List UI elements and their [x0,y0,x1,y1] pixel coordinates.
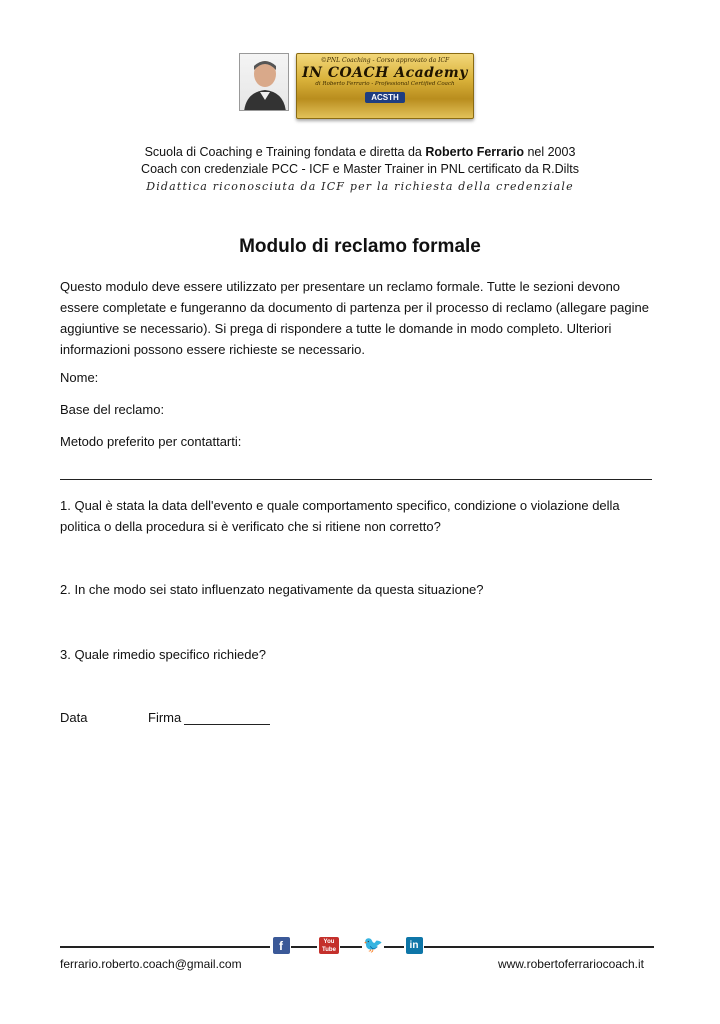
school-line-1 [0,145,720,159]
question-3: 3. Quale rimedio specifico richiede? [60,647,266,662]
form-title: Modulo di reclamo formale [239,236,481,257]
badge-title: IN COACH Academy [302,65,468,81]
footer-email[interactable]: ferrario.roberto.coach@gmail.com [60,957,242,971]
facebook-icon: f [273,937,290,954]
footer-rule-seg-3 [384,946,404,948]
school-line-1-post: nel 2003 [523,145,576,159]
form-intro: Questo modulo deve essere utilizzato per presentare un reclamo formale. Tutte le sezioni devono essere completate e fungeranno da documento di partenza per il processo di reclamo (allegare pagine aggiuntive se necessario). Si prega di rispondere a tutte le domande in modo completo. Ulteriori informazioni possono essere richieste se necessario. [60,279,649,357]
badge-subtitle: di Roberto Ferrario - Professional Certified Coach [315,81,455,87]
footer-rule-seg-1 [291,946,317,948]
signature-label: Firma [148,710,182,725]
facebook-link[interactable] [271,937,291,954]
date-label: Data [60,710,88,725]
linkedin-icon: in [406,937,423,954]
section-divider [60,479,652,480]
twitter-link[interactable] [362,937,384,954]
footer-rule-right [424,946,654,948]
acsth-badge: ACSTH [365,92,405,103]
basis-field-label: Base del reclamo: [60,402,165,417]
in-coach-academy-badge [296,53,474,119]
footer-rule-seg-2 [340,946,362,948]
coach-photo [239,53,289,111]
twitter-icon: 🐦 [363,937,383,954]
school-line-1-pre: Scuola di Coaching e Training fondata e diretta da [144,145,426,159]
linkedin-link[interactable] [404,937,424,954]
footer-rule-left [60,946,270,948]
school-line-3: Didattica riconosciuta da ICF per la richiesta della credenziale [146,180,574,193]
founder-name: Roberto Ferrario [425,145,524,159]
academy-logo [239,51,477,125]
school-line-2: Coach con credenziale PCC - ICF e Master Trainer in PNL certificato da R.Dilts [141,162,579,176]
footer-website[interactable]: www.robertoferrariocoach.it [497,957,644,971]
youtube-icon: You Tube [319,937,339,954]
youtube-link[interactable] [318,937,340,954]
contact-field-label: Metodo preferito per contattarti: [60,434,242,449]
question-1: 1. Qual è stata la data dell'evento e quale comportamento specifico, condizione o violazione della politica o della procedura si è verificato che si ritiene non corretto? [60,498,620,534]
question-2: 2. In che modo sei stato influenzato negativamente da questa situazione? [60,582,484,597]
badge-top-text: ©PNL Coaching - Corso approvato da ICF [320,57,450,64]
name-field-label: Nome: [60,370,99,385]
signature-line [184,712,270,725]
signature-field [148,710,270,725]
